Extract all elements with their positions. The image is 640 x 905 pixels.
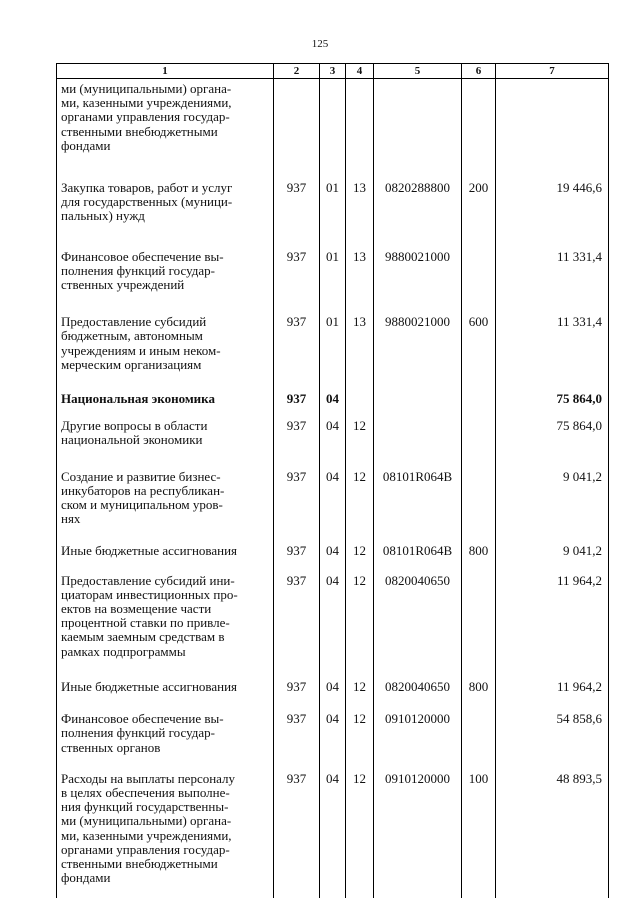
cell-target-article: [374, 391, 462, 417]
cell-expense-type: 100: [462, 770, 496, 899]
cell-subsection-a: 01: [320, 177, 346, 246]
cell-section: 937: [274, 673, 320, 708]
cell-name: ми (муниципальными) органа- ми, казенными учреждениями, органами управления государ- ственными внебюджетными фондами: [57, 79, 274, 178]
cell-section: 937: [274, 311, 320, 391]
cell-name: Финансовое обеспечение вы- полнения функций государ- ственных органов: [57, 708, 274, 770]
column-header-3: 3: [320, 64, 346, 79]
cell-subsection-b: 12: [346, 466, 374, 544]
cell-subsection-b: 13: [346, 311, 374, 391]
cell-amount: 19 446,6: [496, 177, 609, 246]
table-row: [57, 770, 609, 899]
table-row: [57, 708, 609, 770]
cell-subsection-a: 04: [320, 417, 346, 465]
cell-subsection-b: 12: [346, 417, 374, 465]
cell-expense-type: [462, 79, 496, 178]
table-row: [57, 79, 609, 178]
column-header-4: 4: [346, 64, 374, 79]
cell-section: 937: [274, 177, 320, 246]
table-row: [57, 570, 609, 673]
cell-target-article: 0820040650: [374, 673, 462, 708]
table-header: [57, 64, 609, 79]
page-number: 125: [311, 38, 329, 50]
cell-expense-type: [462, 417, 496, 465]
cell-name: Иные бюджетные ассигнования: [57, 673, 274, 708]
cell-expense-type: [462, 246, 496, 312]
cell-expense-type: 800: [462, 673, 496, 708]
cell-name: Национальная экономика: [57, 391, 274, 417]
cell-subsection-a: 04: [320, 466, 346, 544]
cell-target-article: 08101R064B: [374, 466, 462, 544]
cell-amount: 11 331,4: [496, 246, 609, 312]
cell-amount: 11 964,2: [496, 673, 609, 708]
cell-expense-type: [462, 391, 496, 417]
cell-expense-type: 200: [462, 177, 496, 246]
cell-subsection-b: 12: [346, 673, 374, 708]
cell-name: Закупка товаров, работ и услуг для государственных (муници- пальных) нужд: [57, 177, 274, 246]
cell-subsection-b: [346, 391, 374, 417]
cell-subsection-b: 12: [346, 770, 374, 899]
budget-table: [56, 63, 609, 898]
cell-name: Предоставление субсидий ини- циаторам инвестиционных про- ектов на возмещение части процентной ставки по привле- каемым заемным средствам в рамках подпрограммы: [57, 570, 274, 673]
cell-section: 937: [274, 570, 320, 673]
table-row: [57, 543, 609, 569]
table-row: [57, 391, 609, 417]
column-header-5: 5: [374, 64, 462, 79]
column-header-2: 2: [274, 64, 320, 79]
cell-subsection-a: 01: [320, 311, 346, 391]
cell-name: Создание и развитие бизнес- инкубаторов на республикан- ском и муниципальном уров- нях: [57, 466, 274, 544]
cell-section: 937: [274, 466, 320, 544]
cell-section: 937: [274, 417, 320, 465]
cell-amount: 11 964,2: [496, 570, 609, 673]
cell-subsection-a: 04: [320, 391, 346, 417]
cell-target-article: 9880021000: [374, 246, 462, 312]
cell-section: [274, 79, 320, 178]
cell-expense-type: 600: [462, 311, 496, 391]
cell-expense-type: 800: [462, 543, 496, 569]
cell-target-article: 0910120000: [374, 770, 462, 899]
cell-expense-type: [462, 570, 496, 673]
cell-amount: [496, 79, 609, 178]
cell-subsection-b: 12: [346, 708, 374, 770]
cell-name: Финансовое обеспечение вы- полнения функций государ- ственных учреждений: [57, 246, 274, 312]
table-row: [57, 246, 609, 312]
cell-subsection-b: 13: [346, 177, 374, 246]
cell-amount: 54 858,6: [496, 708, 609, 770]
cell-target-article: 0820040650: [374, 570, 462, 673]
cell-amount: 9 041,2: [496, 466, 609, 544]
cell-subsection-a: [320, 79, 346, 178]
cell-amount: 75 864,0: [496, 391, 609, 417]
cell-section: 937: [274, 543, 320, 569]
cell-section: 937: [274, 391, 320, 417]
cell-expense-type: [462, 466, 496, 544]
cell-amount: 48 893,5: [496, 770, 609, 899]
table-row: [57, 417, 609, 465]
cell-amount: 9 041,2: [496, 543, 609, 569]
cell-section: 937: [274, 770, 320, 899]
table-row: [57, 177, 609, 246]
cell-subsection-a: 04: [320, 770, 346, 899]
column-header-6: 6: [462, 64, 496, 79]
cell-name: Предоставление субсидий бюджетным, автономным учреждениям и иным неком- мерческим организациям: [57, 311, 274, 391]
cell-expense-type: [462, 708, 496, 770]
cell-section: 937: [274, 246, 320, 312]
table-row: [57, 673, 609, 708]
cell-target-article: [374, 79, 462, 178]
table-row: [57, 466, 609, 544]
cell-amount: 75 864,0: [496, 417, 609, 465]
table-body: [57, 79, 609, 899]
cell-target-article: 0820288800: [374, 177, 462, 246]
cell-target-article: 0910120000: [374, 708, 462, 770]
column-header-7: 7: [496, 64, 609, 79]
cell-name: Иные бюджетные ассигнования: [57, 543, 274, 569]
cell-subsection-a: 01: [320, 246, 346, 312]
column-header-1: 1: [57, 64, 274, 79]
cell-subsection-b: [346, 79, 374, 178]
cell-target-article: 9880021000: [374, 311, 462, 391]
table-row: [57, 311, 609, 391]
cell-section: 937: [274, 708, 320, 770]
cell-subsection-b: 13: [346, 246, 374, 312]
cell-name: Расходы на выплаты персоналу в целях обеспечения выполне- ния функций государственны- ми (муниципальными) органа- ми, казенными учреждениями, органами управления государ- ственными внебюджетными фондами: [57, 770, 274, 899]
cell-name: Другие вопросы в области национальной экономики: [57, 417, 274, 465]
cell-subsection-b: 12: [346, 570, 374, 673]
cell-subsection-a: 04: [320, 543, 346, 569]
cell-subsection-b: 12: [346, 543, 374, 569]
cell-target-article: [374, 417, 462, 465]
cell-amount: 11 331,4: [496, 311, 609, 391]
cell-subsection-a: 04: [320, 673, 346, 708]
cell-subsection-a: 04: [320, 570, 346, 673]
cell-target-article: 08101R064B: [374, 543, 462, 569]
cell-subsection-a: 04: [320, 708, 346, 770]
